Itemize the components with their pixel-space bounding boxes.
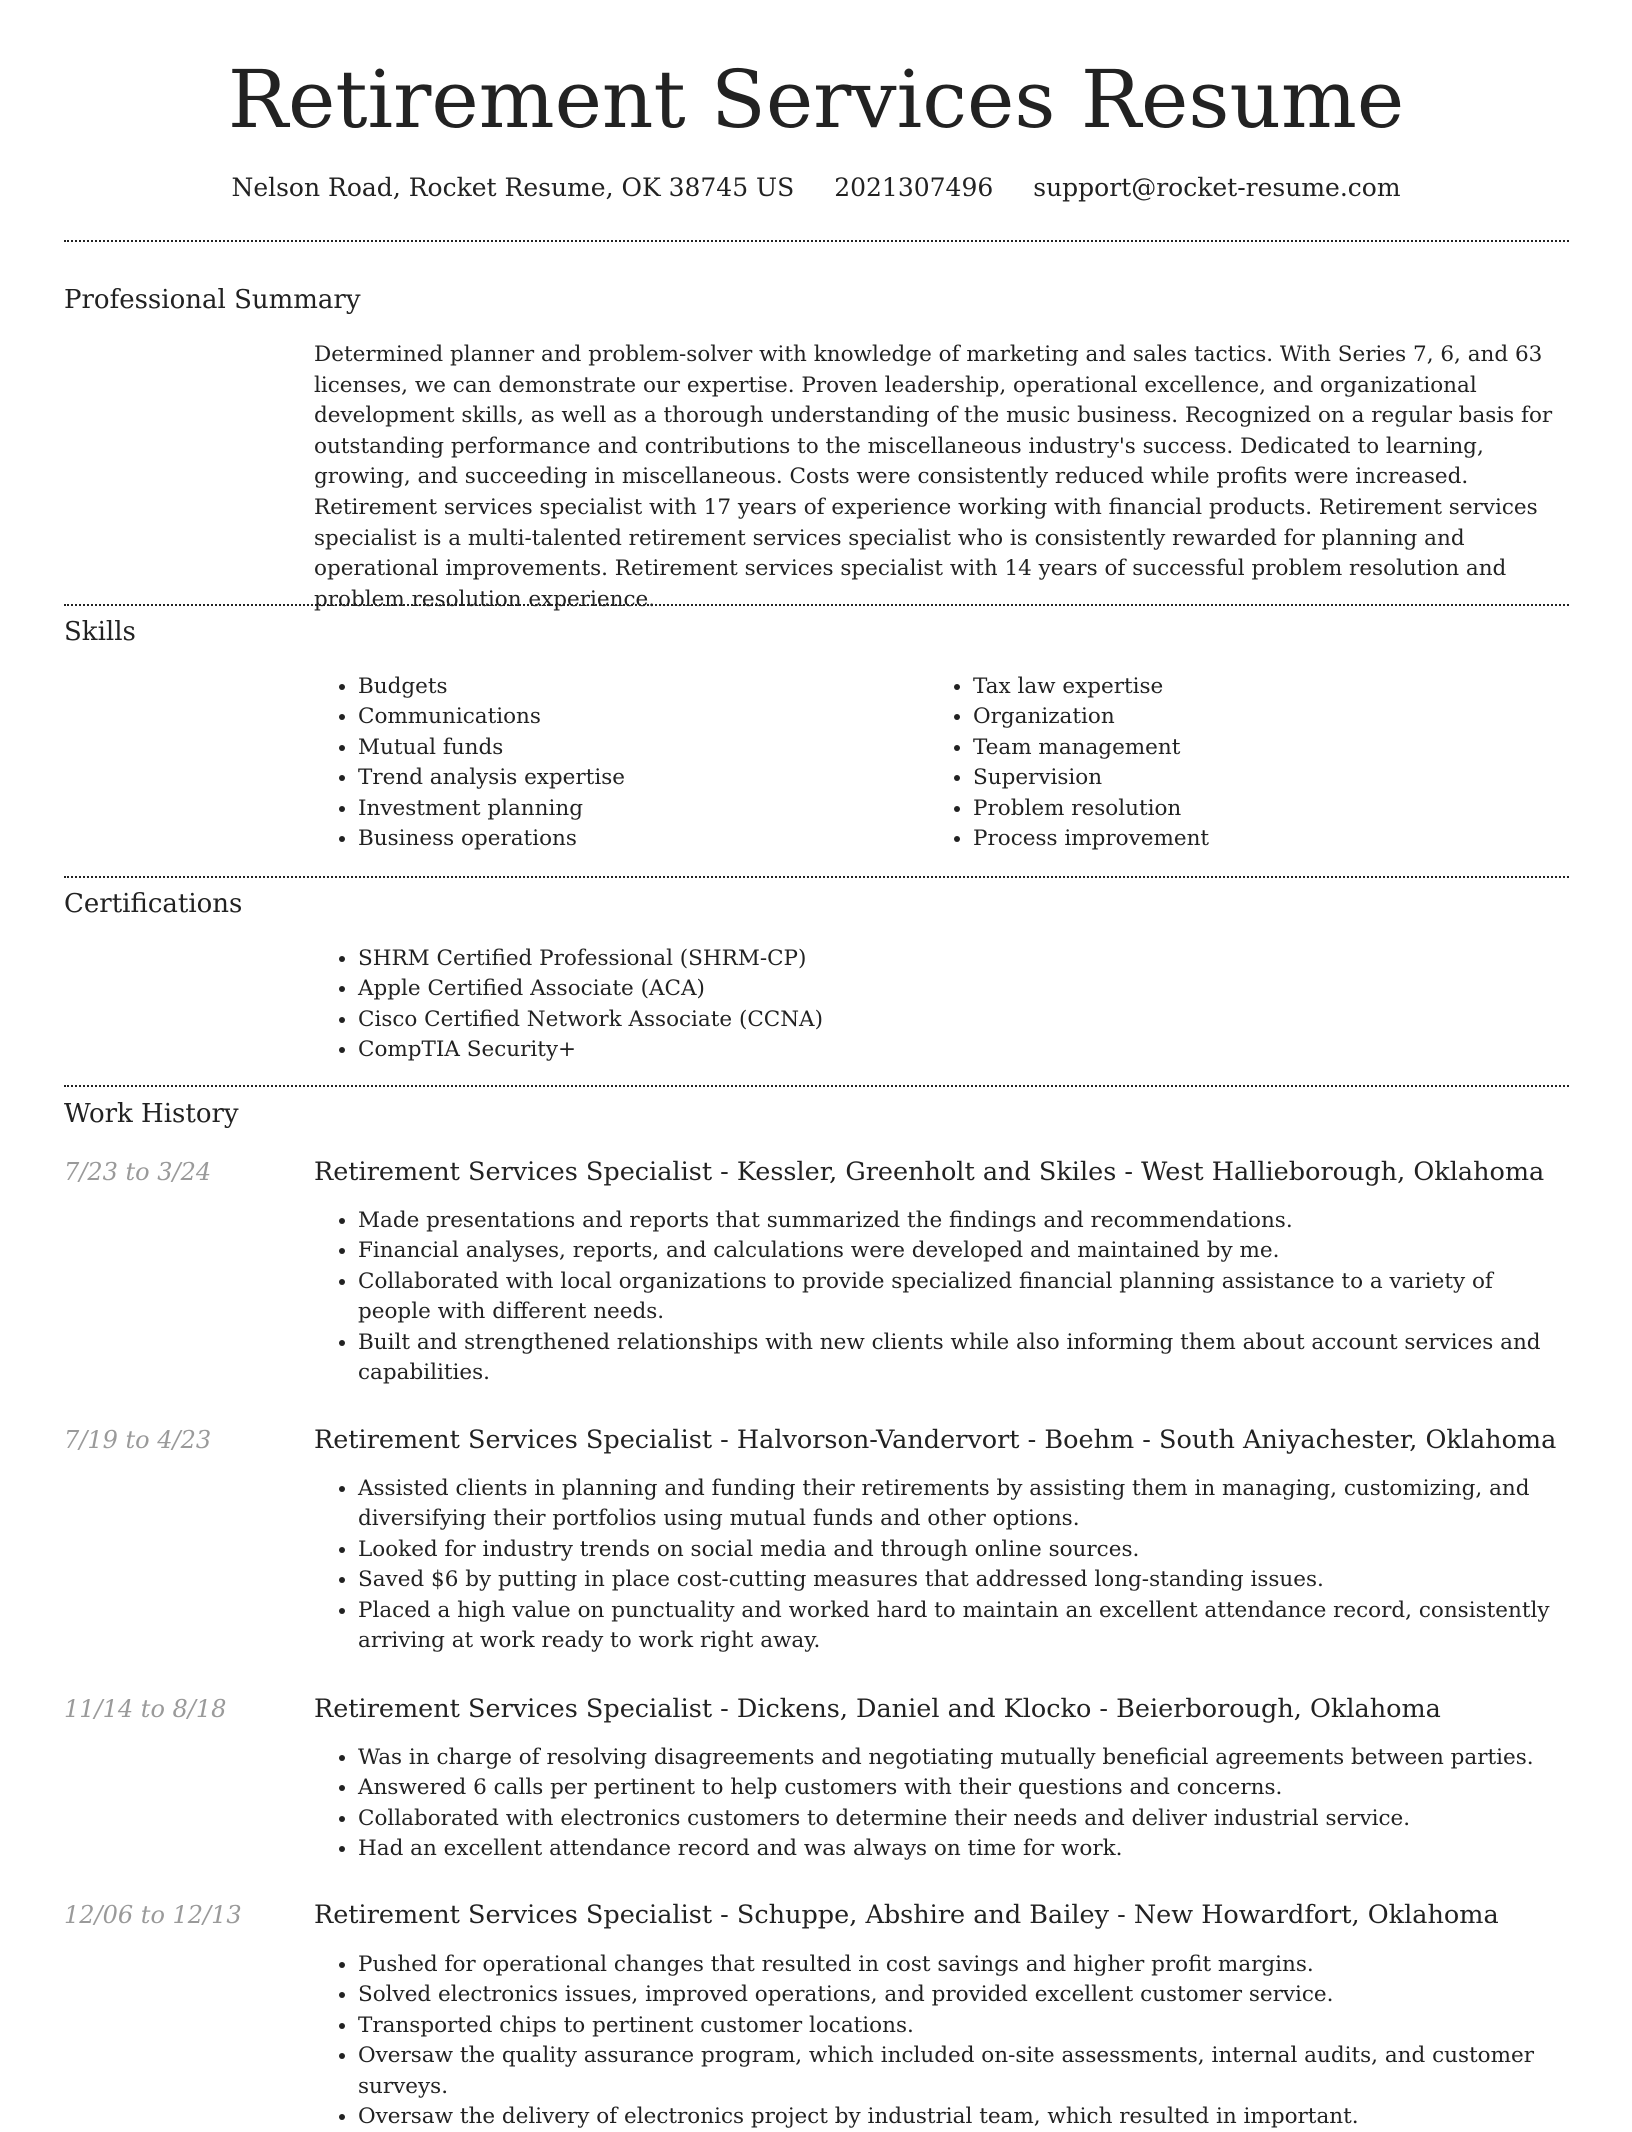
section-title-certifications: Certifications: [64, 889, 243, 919]
list-item: • Budgets: [358, 672, 918, 702]
list-item: • Oversaw the quality assurance program, which included on-site assessments, internal audits, and customer surveys.: [358, 2041, 1569, 2102]
job-dates: 7/23 to 3/24: [64, 1158, 212, 1186]
job-bullets: [314, 1474, 1569, 1656]
divider: [64, 876, 1569, 878]
address: Nelson Road, Rocket Resume, OK 38745 US: [231, 173, 795, 202]
list-item: • Financial analyses, reports, and calculations were developed and maintained by me.: [358, 1236, 1569, 1266]
list-item: • Saved $6 by putting in place cost-cutting measures that addressed long-standing issues.: [358, 1565, 1569, 1595]
list-item: • Apple Certified Associate (ACA): [358, 974, 1558, 1004]
skills-list-left: [314, 672, 918, 854]
list-item: • Answered 6 calls per pertinent to help customers with their questions and concerns.: [358, 1773, 1569, 1803]
list-item: • Investment planning: [358, 794, 918, 824]
section-title-work-history: Work History: [64, 1099, 239, 1129]
job-title: Retirement Services Specialist - Schuppe, Abshire and Bailey - New Howardfort, Oklahoma: [314, 1900, 1499, 1930]
divider: [64, 604, 1569, 606]
list-item: • Trend analysis expertise: [358, 763, 918, 793]
summary-text: Determined planner and problem-solver with knowledge of marketing and sales tactics. With Series 7, 6, and 63 licenses, we can demonstrate our expertise. Proven leadership, operational excellence, and organizational development skills, as well as a thorough understanding of the music business. Recognized on a regular basis for outstanding performance and contributions to the miscellaneous industry's success. Dedicated to learning, growing, and succeeding in miscellaneous. Costs were consistently reduced while profits were increased. Retirement services specialist with 17 years of experience working with financial products. Retirement services specialist is a multi-talented retirement services specialist who is consistently rewarded for planning and operational improvements. Retirement services specialist with 14 years of successful problem resolution and problem resolution experience.: [314, 342, 1553, 612]
job-dates: 7/19 to 4/23: [64, 1426, 212, 1454]
list-item: • Problem resolution: [973, 794, 1573, 824]
list-item: • Process improvement: [973, 824, 1573, 854]
list-item: • Collaborated with local organizations to provide specialized financial planning assistance to a variety of people with different needs.: [358, 1267, 1569, 1328]
contact-line: [0, 171, 1632, 205]
list-item: • Mutual funds: [358, 733, 918, 763]
list-item: • Built and strengthened relationships with new clients while also informing them about account services and capabilities.: [358, 1328, 1569, 1389]
job-dates: 12/06 to 12/13: [64, 1901, 242, 1929]
job-bullets: [314, 1743, 1569, 1865]
certifications-list: [314, 944, 1558, 1066]
job-title: Retirement Services Specialist - Halvorson-Vandervort - Boehm - South Aniyachester, Oklahoma: [314, 1425, 1557, 1455]
list-item: • Placed a high value on punctuality and worked hard to maintain an excellent attendance record, consistently arriving at work ready to work right away.: [358, 1596, 1569, 1657]
list-item: • Tax law expertise: [973, 672, 1573, 702]
list-item: • Collaborated with electronics customers to determine their needs and deliver industrial service.: [358, 1804, 1569, 1834]
section-title-summary: Professional Summary: [64, 285, 361, 315]
list-item: • Transported chips to pertinent customer locations.: [358, 2011, 1569, 2041]
job-bullets: [314, 1950, 1569, 2132]
list-item: • Looked for industry trends on social media and through online sources.: [358, 1535, 1569, 1565]
list-item: • Was in charge of resolving disagreements and negotiating mutually beneficial agreements between parties.: [358, 1743, 1569, 1773]
section-title-skills: Skills: [64, 617, 136, 647]
list-item: • Pushed for operational changes that resulted in cost savings and higher profit margins.: [358, 1950, 1569, 1980]
list-item: • Business operations: [358, 824, 918, 854]
list-item: • CompTIA Security+: [358, 1035, 1558, 1065]
skills-list-right: [929, 672, 1573, 854]
phone: 2021307496: [834, 173, 994, 202]
list-item: • Communications: [358, 702, 918, 732]
list-item: • Assisted clients in planning and funding their retirements by assisting them in managing, customizing, and diversifying their portfolios using mutual funds and other options.: [358, 1474, 1569, 1535]
email: support@rocket-resume.com: [1033, 173, 1401, 202]
list-item: • Cisco Certified Network Associate (CCNA): [358, 1005, 1558, 1035]
list-item: • Solved electronics issues, improved operations, and provided excellent customer service.: [358, 1980, 1569, 2010]
list-item: • Team management: [973, 733, 1573, 763]
list-item: • SHRM Certified Professional (SHRM-CP): [358, 944, 1558, 974]
divider: [64, 1085, 1569, 1087]
divider: [64, 240, 1569, 242]
job-dates: 11/14 to 8/18: [64, 1695, 227, 1723]
list-item: • Organization: [973, 702, 1573, 732]
resume-title: Retirement Services Resume: [227, 53, 1405, 146]
job-title: Retirement Services Specialist - Dickens, Daniel and Klocko - Beierborough, Oklahoma: [314, 1694, 1441, 1724]
job-bullets: [314, 1206, 1569, 1388]
list-item: • Oversaw the delivery of electronics project by industrial team, which resulted in important.: [358, 2102, 1569, 2132]
job-title: Retirement Services Specialist - Kessler, Greenholt and Skiles - West Hallieborough, Oklahoma: [314, 1157, 1545, 1187]
list-item: • Made presentations and reports that summarized the findings and recommendations.: [358, 1206, 1569, 1236]
list-item: • Supervision: [973, 763, 1573, 793]
list-item: • Had an excellent attendance record and was always on time for work.: [358, 1834, 1569, 1864]
